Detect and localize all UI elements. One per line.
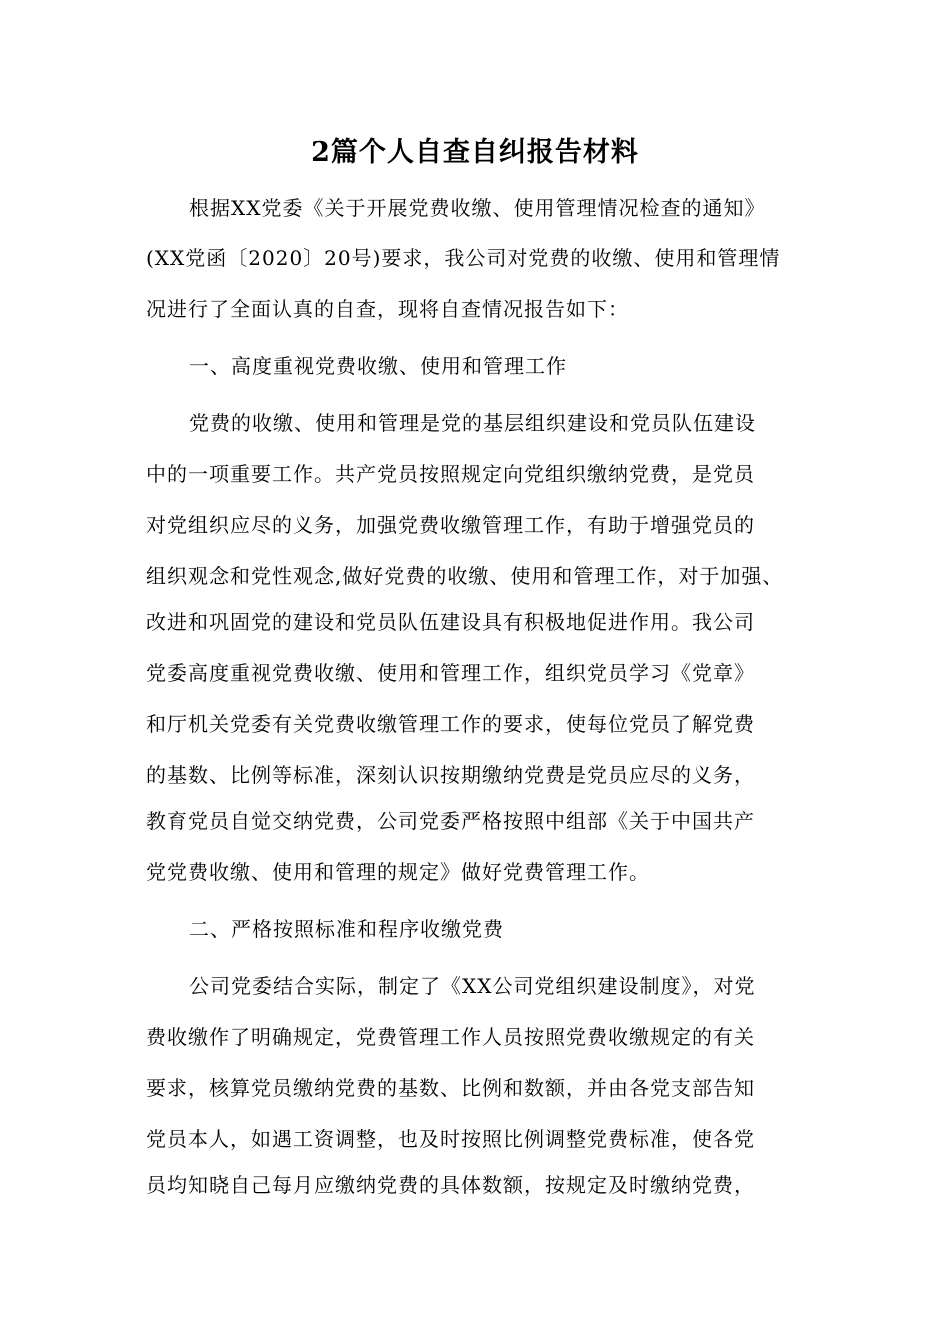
paragraph-line: 况进行了全面认真的自查，现将自查情况报告如下： xyxy=(146,297,629,321)
paragraph-line: 党党费收缴、使用和管理的规定》做好党费管理工作。 xyxy=(146,860,650,884)
paragraph-line: 党费的收缴、使用和管理是党的基层组织建设和党员队伍建设 xyxy=(189,411,756,435)
paragraph-line: 中的一项重要工作。共产党员按照规定向党组织缴纳党费，是党员 xyxy=(146,462,755,486)
paragraph-line: 对党组织应尽的义务，加强党费收缴管理工作，有助于增强党员的 xyxy=(146,513,755,537)
paragraph-line: 改进和巩固党的建设和党员队伍建设具有积极地促进作用。我公司 xyxy=(146,610,755,634)
section-heading: 二、严格按照标准和程序收缴党费 xyxy=(189,917,504,941)
paragraph-line: 的基数、比例等标准，深刻认识按期缴纳党费是党员应尽的义务， xyxy=(146,763,755,787)
paragraph-line: 公司党委结合实际，制定了《XX公司党组织建设制度》，对党 xyxy=(189,974,756,998)
paragraph-line: 根据XX党委《关于开展党费收缴、使用管理情况检查的通知》 xyxy=(189,196,766,220)
document-title: 2篇个人自查自纠报告材料 xyxy=(311,137,639,168)
paragraph-line: 党委高度重视党费收缴、使用和管理工作，组织党员学习《党章》 xyxy=(146,661,755,685)
paragraph-line: 要求，核算党员缴纳党费的基数、比例和数额，并由各党支部告知 xyxy=(146,1076,755,1100)
paragraph-line: 教育党员自觉交纳党费，公司党委严格按照中组部《关于中国共产 xyxy=(146,809,755,833)
paragraph-line: 和厅机关党委有关党费收缴管理工作的要求，使每位党员了解党费 xyxy=(146,712,755,736)
paragraph-line: (XX党函〔2020〕20号)要求，我公司对党费的收缴、使用和管理情 xyxy=(146,246,781,270)
section-heading: 一、高度重视党费收缴、使用和管理工作 xyxy=(189,354,567,378)
paragraph-line: 费收缴作了明确规定，党费管理工作人员按照党费收缴规定的有关 xyxy=(146,1025,755,1049)
paragraph-line: 党员本人，如遇工资调整，也及时按照比例调整党费标准，使各党 xyxy=(146,1127,755,1151)
paragraph-line: 组织观念和党性观念,做好党费的收缴、使用和管理工作，对于加强、 xyxy=(146,564,784,588)
paragraph-line: 员均知晓自己每月应缴纳党费的具体数额，按规定及时缴纳党费， xyxy=(146,1173,755,1197)
